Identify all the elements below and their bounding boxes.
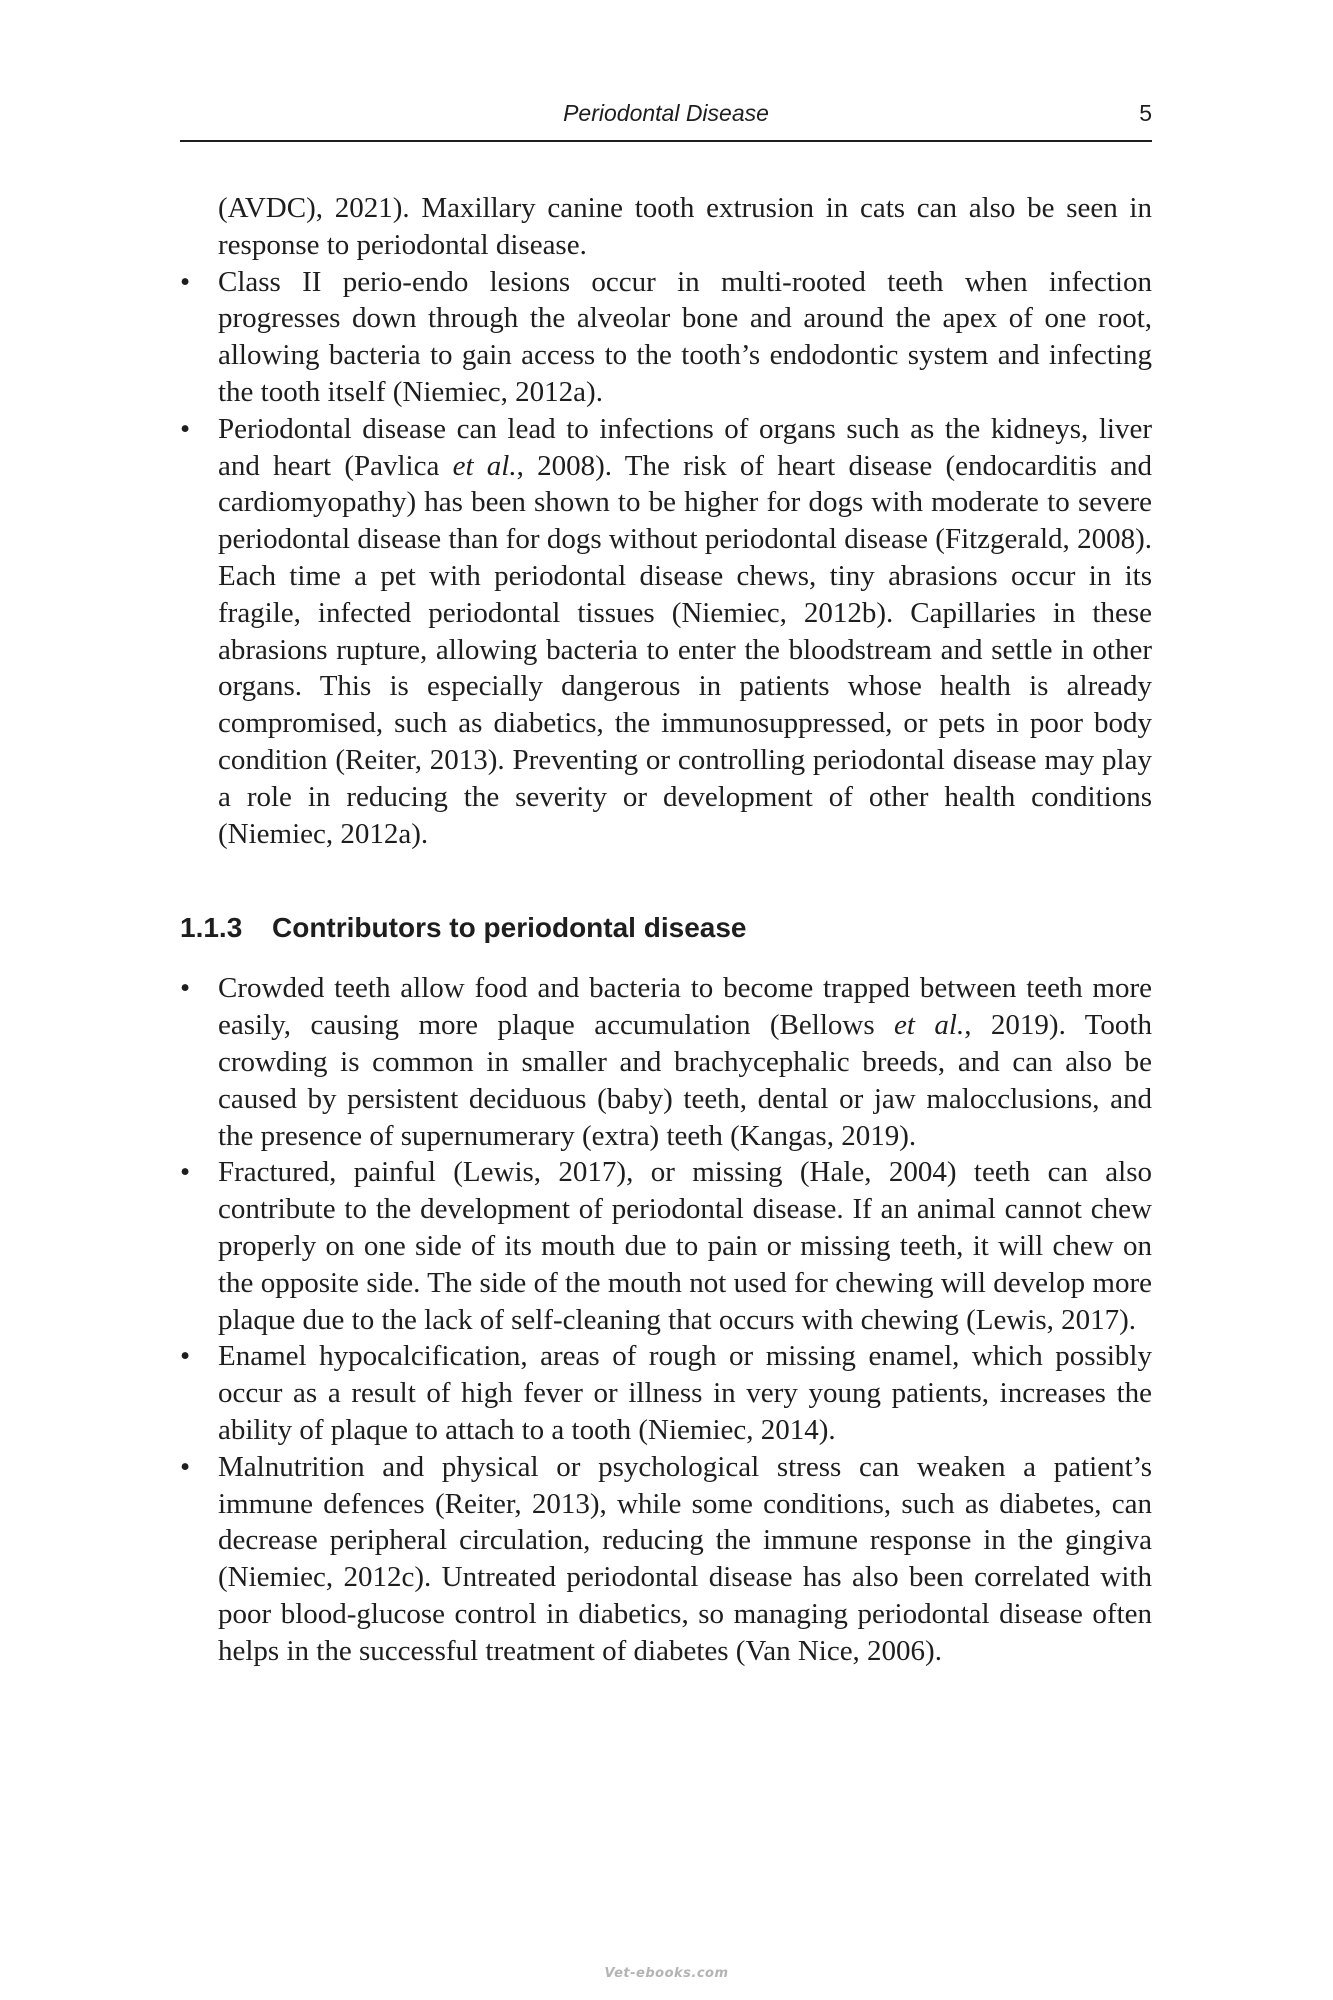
citation-et-al: et al. xyxy=(894,1009,965,1042)
list-item xyxy=(180,264,1152,411)
page-number: 5 xyxy=(1139,100,1152,126)
bullet-icon: • xyxy=(180,265,191,298)
bullet-list-top xyxy=(180,264,1152,853)
list-item-text-continued: , 2019). Tooth crowding is common in smaller and brachycephalic breeds, and can also be caused by persistent deciduous (baby) teeth, dental or jaw malocclusions, and the presence of supernumerary (extra) teeth (Kangas, 2019). xyxy=(218,1009,1152,1152)
running-title: Periodontal Disease xyxy=(563,100,769,126)
list-item xyxy=(180,1154,1152,1338)
bullet-icon: • xyxy=(180,412,191,445)
list-item xyxy=(180,411,1152,853)
list-item-text: Enamel hypocalcification, areas of rough or missing enamel, which possibly occur as a result of high fever or illness in very young patients, increases the ability of plaque to attach to a tooth (Niemiec, 2014). xyxy=(218,1340,1152,1446)
watermark-logo: Vet-ebooks.com xyxy=(604,1966,729,1981)
list-item-text: Crowded teeth allow food and bacteria to become trapped between teeth more easily, causing more plaque accumulation (Bellows xyxy=(218,972,1152,1042)
list-item-text-continued: , 2008). The risk of heart disease (endocarditis and cardiomyopathy) has been shown to be higher for dogs with moderate to severe periodontal disease than for dogs without periodontal disease (Fitzgerald, 2008). Each time a pet with periodontal disease chews, tiny abrasions occur in its fragile, infected periodontal tissues (Niemiec, 2012b). Capillaries in these abrasions rupture, allowing bacteria to enter the bloodstream and settle in other organs. This is especially dangerous in patients whose health is already compromised, such as diabetics, the immunosuppressed, or pets in poor body condition (Reiter, 2013). Preventing or controlling periodontal disease may play a role in reducing the severity or development of other health conditions (Niemiec, 2012a). xyxy=(218,449,1152,850)
list-item xyxy=(180,1338,1152,1448)
list-item-text: Class II perio-endo lesions occur in multi-rooted teeth when infection progresses down through the alveolar bone and around the apex of one root, allowing bacteria to gain access to the tooth’s endodontic system and infecting the tooth itself (Niemiec, 2012a). xyxy=(218,265,1152,408)
list-item-text: Periodontal disease can lead to infections of organs such as the kidneys, liver and heart (Pavlica xyxy=(218,412,1152,482)
list-item xyxy=(180,970,1152,1154)
section-number: 1.1.3 xyxy=(180,912,243,944)
citation-et-al: et al. xyxy=(452,449,517,482)
running-header xyxy=(180,96,1152,142)
section-title: Contributors to periodontal disease xyxy=(272,912,747,944)
section-heading xyxy=(180,910,1152,946)
list-item-text: Fractured, painful (Lewis, 2017), or missing (Hale, 2004) teeth can also contribute to the development of periodontal disease. If an animal cannot chew properly on one side of its mouth due to pain or missing teeth, it will chew on the opposite side. The side of the mouth not used for chewing will develop more plaque due to the lack of self-cleaning that occurs with chewing (Lewis, 2017). xyxy=(218,1156,1152,1336)
continuation-paragraph: (AVDC), 2021). Maxillary canine tooth extrusion in cats can also be seen in response to periodontal disease. xyxy=(218,192,1152,261)
bullet-list-contributors xyxy=(180,970,1152,1669)
bullet-icon: • xyxy=(180,972,191,1005)
bullet-icon: • xyxy=(180,1450,191,1483)
body-text xyxy=(180,190,1152,1669)
bullet-icon: • xyxy=(180,1156,191,1189)
list-item-text: Malnutrition and physical or psychological stress can weaken a patient’s immune defences (Reiter, 2013), while some conditions, such as diabetes, can decrease peripheral circulation, reducing the immune response in the gingiva (Niemiec, 2012c). Untreated periodontal disease has also been correlated with poor blood-glucose control in diabetics, so managing periodontal disease often helps in the successful treatment of diabetes (Van Nice, 2006). xyxy=(218,1450,1152,1667)
bullet-icon: • xyxy=(180,1340,191,1373)
list-item xyxy=(180,1449,1152,1670)
